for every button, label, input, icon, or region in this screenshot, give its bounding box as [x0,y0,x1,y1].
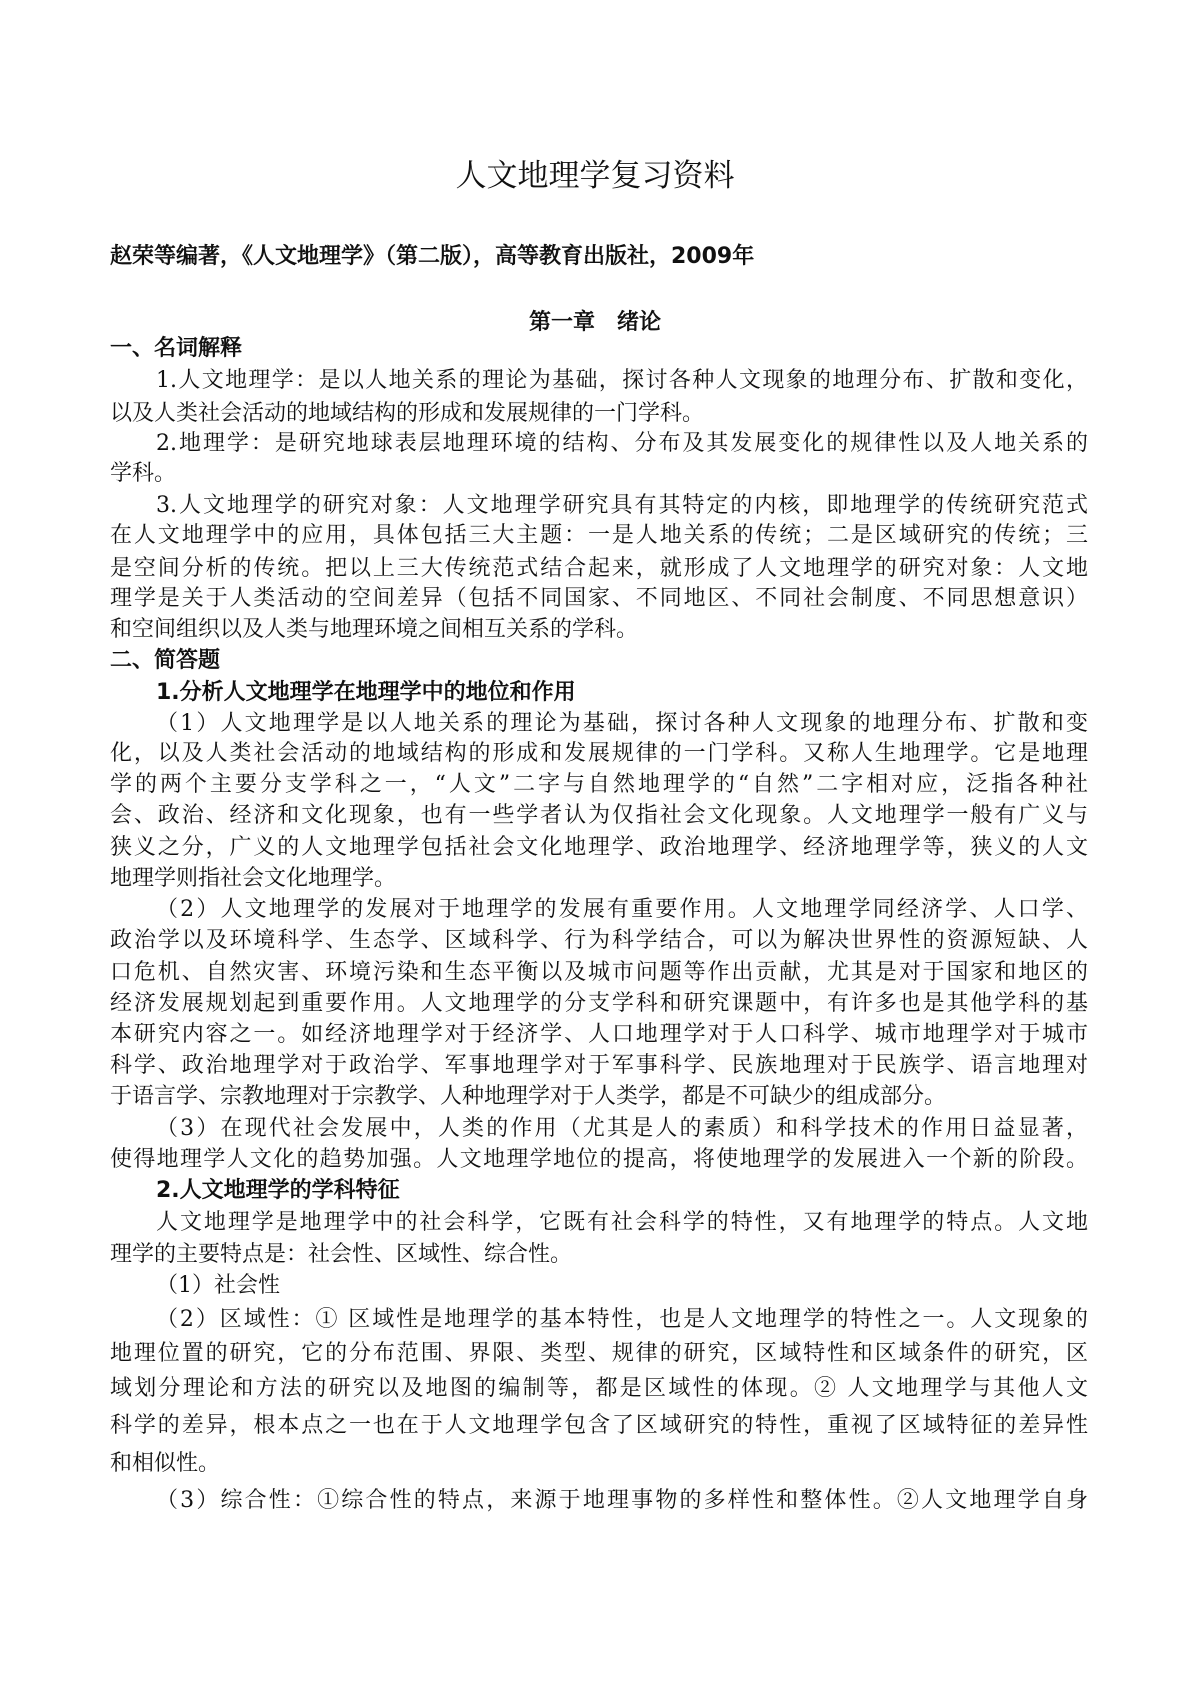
paragraph-line: （3）综合性：①综合性的特点，来源于地理事物的多样性和整体性。②人文地理学自身 [156,1488,1088,1513]
paragraph-line: 政治学以及环境科学、生态学、区域科学、行为科学结合，可以为解决世界性的资源短缺、人 [110,928,1088,953]
paragraph-line: 地理位置的研究，它的分布范围、界限、类型、规律的研究，区域特性和区域条件的研究，区 [110,1341,1088,1366]
paragraph-line: 学的两个主要分支学科之一，“人文”二字与自然地理学的“自然”二字相对应，泛指各种社 [110,772,1088,797]
paragraph-line: 理学是关于人类活动的空间差异（包括不同国家、不同地区、不同社会制度、不同思想意识） [110,586,1088,611]
paragraph-line: 化，以及人类社会活动的地域结构的形成和发展规律的一门学科。又称人生地理学。它是地理 [110,741,1088,766]
paragraph-line: （3）在现代社会发展中，人类的作用（尤其是人的素质）和科学技术的作用日益显著， [156,1116,1088,1141]
paragraph-line: 3.人文地理学的研究对象：人文地理学研究具有其特定的内核，即地理学的传统研究范式 [156,493,1088,518]
paragraph-line: 会、政治、经济和文化现象，也有一些学者认为仅指社会文化现象。人文地理学一般有广义与 [110,803,1088,828]
section-heading: 一、名词解释 [110,336,243,361]
paragraph-line: 经济发展规划起到重要作用。人文地理学的分支学科和研究课题中，有许多也是其他学科的基 [110,991,1088,1016]
paragraph-line: 2.地理学：是研究地球表层地理环境的结构、分布及其发展变化的规律性以及人地关系的 [156,431,1088,456]
paragraph-line: 1.人文地理学：是以人地关系的理论为基础，探讨各种人文现象的地理分布、扩散和变化， [156,368,1088,393]
paragraph-line: 于语言学、宗教地理对于宗教学、人种地理学对于人类学，都是不可缺少的组成部分。 [110,1084,947,1109]
paragraph-line: 口危机、自然灾害、环境污染和生态平衡以及城市问题等作出贡献，尤其是对于国家和地区的 [110,960,1088,985]
paragraph-line: （2）人文地理学的发展对于地理学的发展有重要作用。人文地理学同经济学、人口学、 [156,897,1088,922]
paragraph-line: 以及人类社会活动的地域结构的形成和发展规律的一门学科。 [110,401,705,426]
paragraph-line: 域划分理论和方法的研究以及地图的编制等，都是区域性的体现。② 人文地理学与其他人文 [110,1376,1088,1401]
paragraph-line: 使得地理学人文化的趋势加强。人文地理学地位的提高，将使地理学的发展进入一个新的阶段。 [110,1147,1088,1172]
paragraph-line: （1）社会性 [156,1273,280,1298]
paragraph-line: 人文地理学是地理学中的社会科学，它既有社会科学的特性，又有地理学的特点。人文地 [156,1210,1088,1235]
chapter-heading: 第一章 绪论 [528,310,661,335]
paragraph-line: 和相似性。 [110,1451,221,1476]
paragraph-line: （1）人文地理学是以人地关系的理论为基础，探讨各种人文现象的地理分布、扩散和变 [156,711,1088,736]
paragraph-line: 理学的主要特点是：社会性、区域性、综合性。 [110,1242,573,1267]
citation: 赵荣等编著，《人文地理学》（第二版），高等教育出版社，2009年 [110,244,755,269]
document-title: 人文地理学复习资料 [455,158,735,194]
section-heading: 1.分析人文地理学在地理学中的地位和作用 [156,680,576,705]
paragraph-line: （2）区域性：① 区域性是地理学的基本特性，也是人文地理学的特性之一。人文现象的 [156,1307,1088,1332]
paragraph-line: 狭义之分，广义的人文地理学包括社会文化地理学、政治地理学、经济地理学等，狭义的人文 [110,835,1088,860]
section-heading: 2.人文地理学的学科特征 [156,1178,400,1203]
paragraph-line: 本研究内容之一。如经济地理学对于经济学、人口地理学对于人口科学、城市地理学对于城市 [110,1022,1088,1047]
paragraph-line: 学科。 [110,461,177,486]
paragraph-line: 科学、政治地理学对于政治学、军事地理学对于军事科学、民族地理对于民族学、语言地理对 [110,1053,1088,1078]
paragraph-line: 地理学则指社会文化地理学。 [110,866,397,891]
paragraph-line: 和空间组织以及人类与地理环境之间相互关系的学科。 [110,617,639,642]
paragraph-line: 是空间分析的传统。把以上三大传统范式结合起来，就形成了人文地理学的研究对象：人文地 [110,556,1088,581]
paragraph-line: 科学的差异，根本点之一也在于人文地理学包含了区域研究的特性，重视了区域特征的差异性 [110,1413,1088,1438]
section-heading: 二、简答题 [110,648,221,673]
paragraph-line: 在人文地理学中的应用，具体包括三大主题：一是人地关系的传统；二是区域研究的传统；三 [110,523,1088,548]
